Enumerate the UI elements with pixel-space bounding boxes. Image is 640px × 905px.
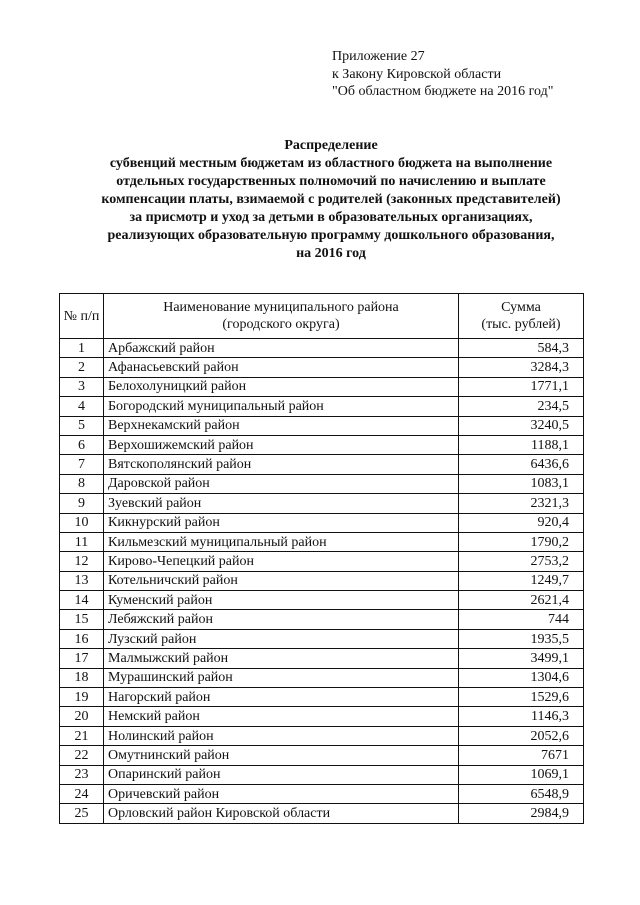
table-row xyxy=(60,552,584,571)
table-row xyxy=(60,765,584,784)
table-row xyxy=(60,746,584,765)
district-name: Кильмезский муниципальный район xyxy=(104,532,459,551)
amount: 1771,1 xyxy=(459,377,584,396)
district-name: Арбажский район xyxy=(104,339,459,358)
row-number: 3 xyxy=(60,377,104,396)
amount: 2753,2 xyxy=(459,552,584,571)
table-row xyxy=(60,591,584,610)
amount: 3284,3 xyxy=(459,358,584,377)
district-name: Белохолуницкий район xyxy=(104,377,459,396)
district-name: Нагорский район xyxy=(104,688,459,707)
appendix-note xyxy=(332,48,553,101)
table-body xyxy=(60,339,584,824)
title-line: на 2016 год xyxy=(296,246,366,261)
district-name: Богородский муниципальный район xyxy=(104,397,459,416)
amount: 6548,9 xyxy=(459,784,584,803)
table-row xyxy=(60,804,584,823)
row-number: 11 xyxy=(60,532,104,551)
amount: 1304,6 xyxy=(459,668,584,687)
amount: 3499,1 xyxy=(459,649,584,668)
district-name: Афанасьевский район xyxy=(104,358,459,377)
table-row xyxy=(60,455,584,474)
district-name: Верхошижемский район xyxy=(104,435,459,454)
table-row xyxy=(60,377,584,396)
amount: 584,3 xyxy=(459,339,584,358)
title-line: реализующих образовательную программу дошкольного образования, xyxy=(107,228,555,243)
district-name: Зуевский район xyxy=(104,494,459,513)
district-name: Малмыжский район xyxy=(104,649,459,668)
title-line: компенсации платы, взимаемой с родителей (законных представителей) xyxy=(101,192,561,207)
district-name: Вятскополянский район xyxy=(104,455,459,474)
row-number: 19 xyxy=(60,688,104,707)
amount: 2984,9 xyxy=(459,804,584,823)
appendix-line: Приложение 27 xyxy=(332,49,425,64)
district-name: Даровской район xyxy=(104,474,459,493)
table-row xyxy=(60,688,584,707)
amount: 1529,6 xyxy=(459,688,584,707)
amount: 1146,3 xyxy=(459,707,584,726)
title-line: субвенций местным бюджетам из областного бюджета на выполнение xyxy=(109,156,553,171)
district-name: Кикнурский район xyxy=(104,513,459,532)
district-name: Мурашинский район xyxy=(104,668,459,687)
distribution-table xyxy=(59,293,584,824)
row-number: 14 xyxy=(60,591,104,610)
header-sum-line: Сумма xyxy=(501,300,541,315)
header-name-line: Наименование муниципального района xyxy=(163,300,399,315)
district-name: Лебяжский район xyxy=(104,610,459,629)
district-name: Лузский район xyxy=(104,629,459,648)
row-number: 17 xyxy=(60,649,104,668)
table-row xyxy=(60,474,584,493)
district-name: Верхнекамский район xyxy=(104,416,459,435)
header-num: № п/п xyxy=(60,294,104,339)
row-number: 5 xyxy=(60,416,104,435)
row-number: 13 xyxy=(60,571,104,590)
table-row xyxy=(60,494,584,513)
row-number: 21 xyxy=(60,726,104,745)
amount: 1790,2 xyxy=(459,532,584,551)
district-name: Немский район xyxy=(104,707,459,726)
district-name: Котельничский район xyxy=(104,571,459,590)
district-name: Кирово-Чепецкий район xyxy=(104,552,459,571)
row-number: 12 xyxy=(60,552,104,571)
row-number: 20 xyxy=(60,707,104,726)
amount: 920,4 xyxy=(459,513,584,532)
table-row xyxy=(60,726,584,745)
amount: 1188,1 xyxy=(459,435,584,454)
district-name: Орловский район Кировской области xyxy=(104,804,459,823)
row-number: 2 xyxy=(60,358,104,377)
document-title xyxy=(40,137,622,263)
table-row xyxy=(60,416,584,435)
amount: 7671 xyxy=(459,746,584,765)
row-number: 1 xyxy=(60,339,104,358)
amount: 1935,5 xyxy=(459,629,584,648)
row-number: 4 xyxy=(60,397,104,416)
table-row xyxy=(60,435,584,454)
header-sum xyxy=(459,294,584,339)
table-row xyxy=(60,513,584,532)
table-row xyxy=(60,532,584,551)
table-row xyxy=(60,358,584,377)
amount: 744 xyxy=(459,610,584,629)
header-name-line: (городского округа) xyxy=(222,317,340,332)
amount: 234,5 xyxy=(459,397,584,416)
table-row xyxy=(60,339,584,358)
appendix-line: к Закону Кировской области xyxy=(332,66,502,82)
table-row xyxy=(60,397,584,416)
row-number: 24 xyxy=(60,784,104,803)
appendix-line: "Об областном бюджете на 2016 год" xyxy=(332,84,554,99)
amount: 1069,1 xyxy=(459,765,584,784)
amount: 2321,3 xyxy=(459,494,584,513)
table-header-row xyxy=(60,294,584,339)
amount: 2621,4 xyxy=(459,591,584,610)
header-name xyxy=(104,294,459,339)
row-number: 10 xyxy=(60,513,104,532)
row-number: 15 xyxy=(60,610,104,629)
amount: 1249,7 xyxy=(459,571,584,590)
row-number: 22 xyxy=(60,746,104,765)
amount: 6436,6 xyxy=(459,455,584,474)
district-name: Оричевский район xyxy=(104,784,459,803)
row-number: 8 xyxy=(60,474,104,493)
table-row xyxy=(60,629,584,648)
district-name: Омутнинский район xyxy=(104,746,459,765)
district-name: Опаринский район xyxy=(104,765,459,784)
row-number: 16 xyxy=(60,629,104,648)
row-number: 23 xyxy=(60,765,104,784)
title-line: Распределение xyxy=(284,138,378,153)
row-number: 7 xyxy=(60,455,104,474)
amount: 1083,1 xyxy=(459,474,584,493)
row-number: 25 xyxy=(60,804,104,823)
district-name: Куменский район xyxy=(104,591,459,610)
title-line: за присмотр и уход за детьми в образовательных организациях, xyxy=(129,210,533,225)
row-number: 6 xyxy=(60,435,104,454)
header-sum-line: (тыс. рублей) xyxy=(481,317,561,332)
amount: 2052,6 xyxy=(459,726,584,745)
amount: 3240,5 xyxy=(459,416,584,435)
table-row xyxy=(60,610,584,629)
row-number: 18 xyxy=(60,668,104,687)
table-row xyxy=(60,707,584,726)
table-row xyxy=(60,571,584,590)
row-number: 9 xyxy=(60,494,104,513)
table-row xyxy=(60,649,584,668)
table-row xyxy=(60,784,584,803)
table-row xyxy=(60,668,584,687)
title-line: отдельных государственных полномочий по начислению и выплате xyxy=(116,174,546,189)
district-name: Нолинский район xyxy=(104,726,459,745)
